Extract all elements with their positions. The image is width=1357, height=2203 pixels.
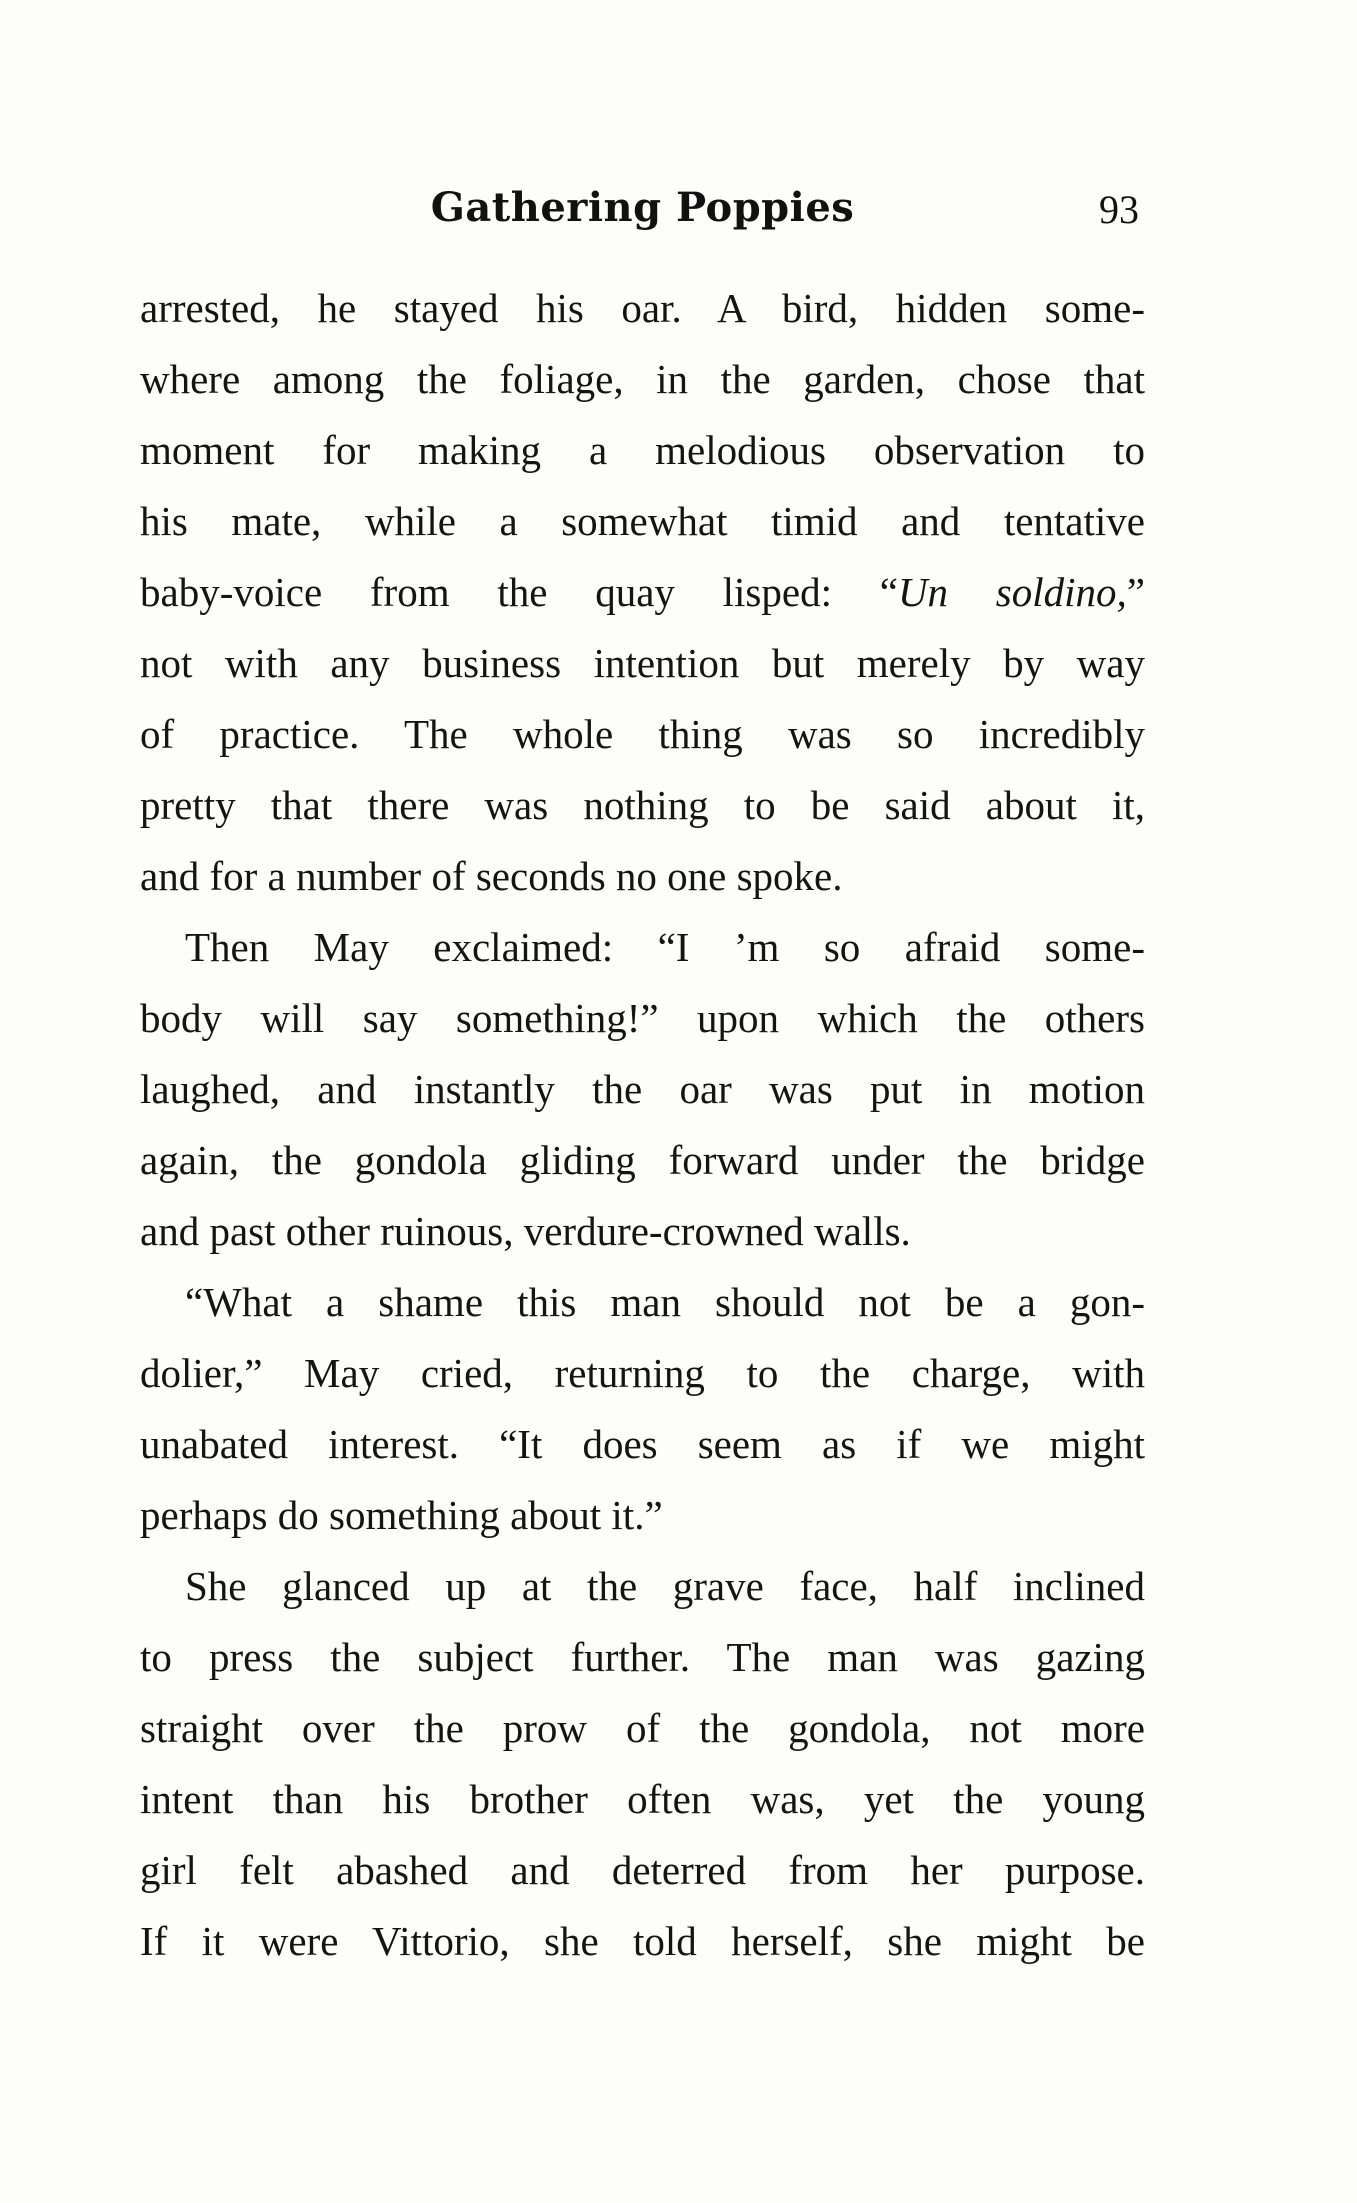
text-line: perhaps do something about it.” bbox=[140, 1492, 663, 1538]
text-line: laughed, and instantly the oar was put in motion bbox=[140, 1066, 1145, 1112]
text-line: girl felt abashed and deterred from her purpose. bbox=[140, 1847, 1145, 1893]
text-line: again, the gondola gliding forward under the bridge bbox=[140, 1137, 1145, 1183]
text-line: and for a number of seconds no one spoke. bbox=[140, 853, 843, 899]
text-line: and past other ruinous, verdure-crowned walls. bbox=[140, 1208, 911, 1254]
text-line: his mate, while a somewhat timid and tentative bbox=[140, 498, 1145, 544]
text-line: dolier,” May cried, returning to the charge, with bbox=[140, 1350, 1145, 1396]
running-header bbox=[140, 178, 1145, 238]
text-line bbox=[140, 557, 1145, 628]
text-line: pretty that there was nothing to be said about it, bbox=[140, 782, 1145, 828]
text-line: moment for making a melodious observation to bbox=[140, 427, 1145, 473]
text-line: Then May exclaimed: “I ’m so afraid some- bbox=[185, 924, 1145, 970]
text-line: where among the foliage, in the garden, chose that bbox=[140, 356, 1145, 402]
italic-phrase: Un soldino, bbox=[897, 569, 1127, 615]
page-number: 93 bbox=[1099, 187, 1139, 232]
text-line: of practice. The whole thing was so incredibly bbox=[140, 711, 1145, 757]
closing-quote: ” bbox=[1126, 569, 1145, 615]
text-line: arrested, he stayed his oar. A bird, hidden some- bbox=[140, 285, 1145, 331]
text-line: intent than his brother often was, yet the young bbox=[140, 1776, 1145, 1822]
text-line: straight over the prow of the gondola, not more bbox=[140, 1705, 1145, 1751]
text-line: unabated interest. “It does seem as if we might bbox=[140, 1421, 1145, 1467]
line-text: baby-voice from the quay lisped: “ bbox=[140, 569, 898, 615]
text-line: body will say something!” upon which the others bbox=[140, 995, 1145, 1041]
text-line: to press the subject further. The man was gazing bbox=[140, 1634, 1145, 1680]
body-text bbox=[140, 273, 1145, 1977]
running-title: Gathering Poppies bbox=[430, 184, 855, 231]
text-line: She glanced up at the grave face, half inclined bbox=[185, 1563, 1145, 1609]
text-line: not with any business intention but merely by way bbox=[140, 640, 1145, 686]
text-line: “What a shame this man should not be a gon- bbox=[185, 1279, 1145, 1325]
text-line: If it were Vittorio, she told herself, she might be bbox=[140, 1918, 1145, 1964]
